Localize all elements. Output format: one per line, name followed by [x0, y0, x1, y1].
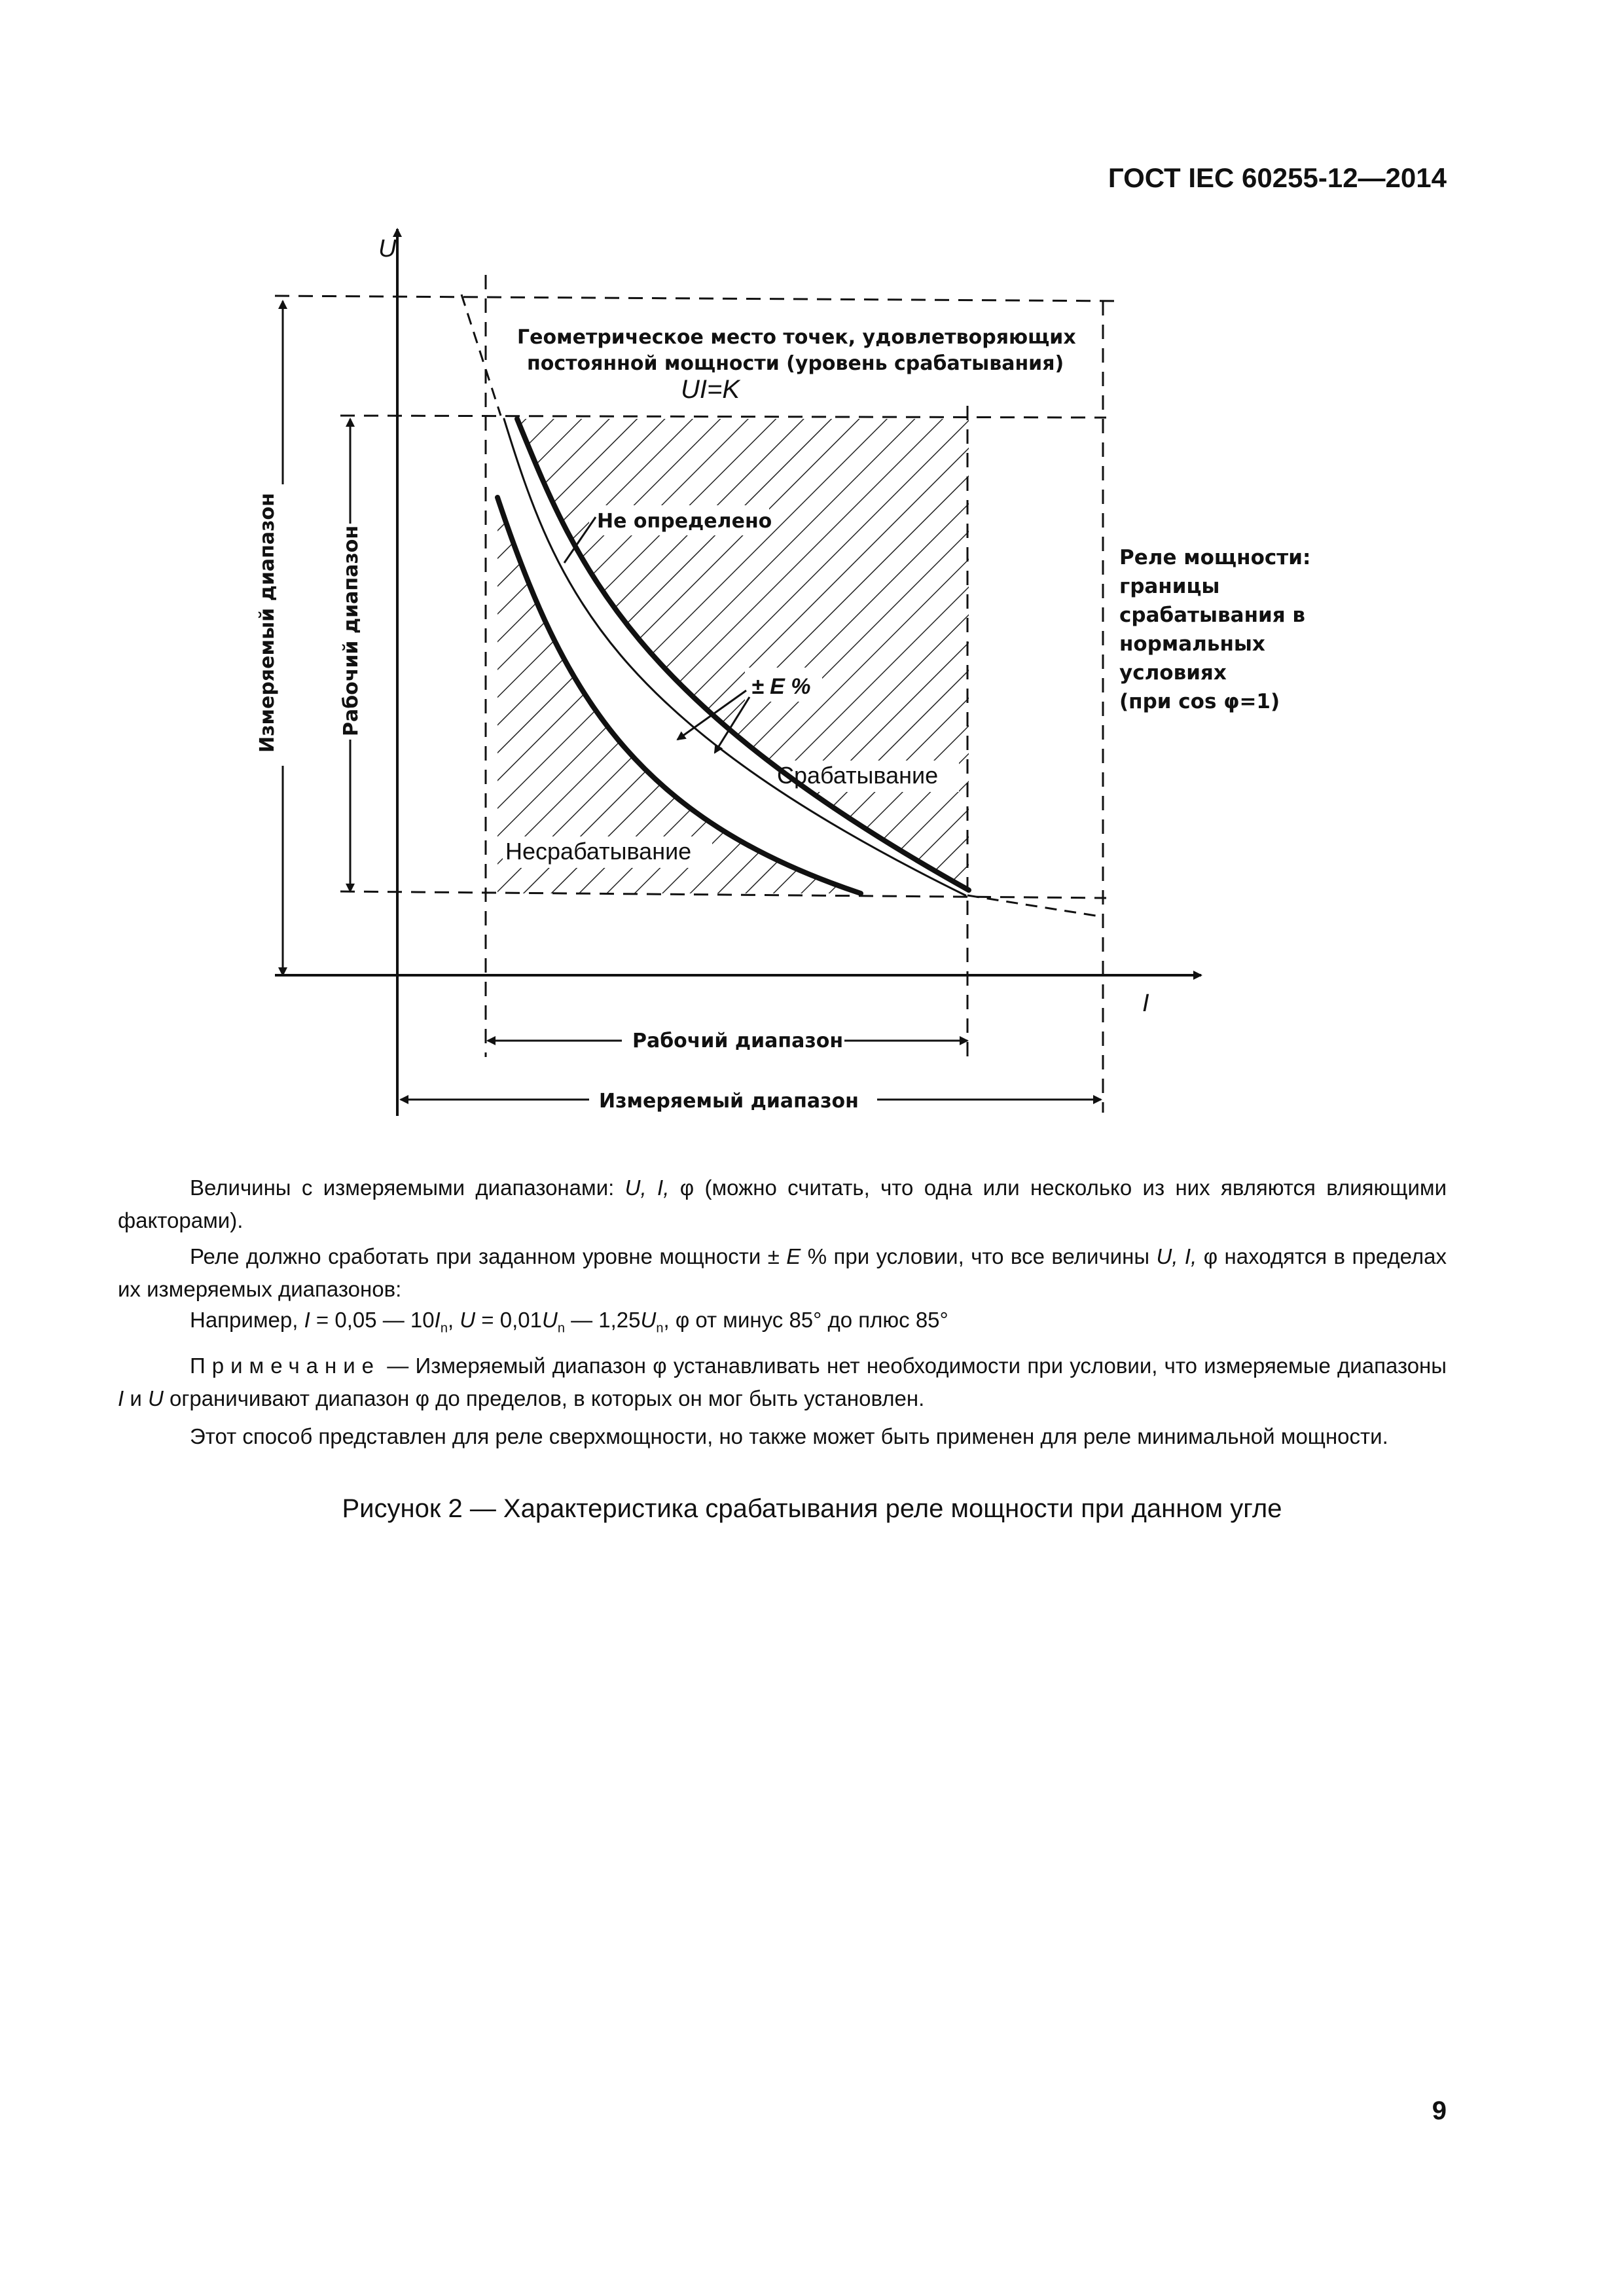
formula-label: UI=K: [681, 375, 740, 404]
i-axis-label: I: [1142, 990, 1149, 1017]
relay-note: [1119, 546, 1310, 713]
tolerance-label: ± E %: [751, 674, 811, 699]
svg-text:границы: границы: [1119, 575, 1220, 598]
note-label: Примечание: [190, 1354, 381, 1378]
page-number: 9: [1432, 2096, 1447, 2125]
undefined-label: Не определено: [597, 510, 772, 533]
svg-text:Реле мощности:: Реле мощности:: [1119, 546, 1311, 569]
paragraph-measured-quantities: Величины с измеряемыми диапазонами: U, I, φ (можно считать, что одна или несколько из них являются влияющими факторами).: [118, 1175, 1447, 1232]
figure-caption: Рисунок 2 — Характеристика срабатывания реле мощности при данном угле: [342, 1494, 1282, 1523]
trip-label: Срабатывание: [777, 762, 939, 789]
paragraph-method: Этот способ представлен для реле сверхмощности, но также может быть применен для реле минимальной мощности.: [190, 1424, 1388, 1448]
svg-text:срабатывания в: срабатывания в: [1119, 603, 1306, 627]
svg-text:(при cos φ=1): (при cos φ=1): [1119, 690, 1280, 713]
document-header: ГОСТ IEC 60255-12—2014: [1108, 162, 1447, 193]
locus-label-line2: постоянной мощности (уровень срабатывания): [527, 352, 1064, 375]
measured-range-h-label: Измеряемый диапазон: [599, 1090, 859, 1113]
no-trip-label: Несрабатывание: [505, 838, 692, 865]
locus-label-line1: Геометрическое место точек, удовлетворяющих: [517, 326, 1076, 349]
u-axis-label: U: [378, 235, 397, 262]
measured-range-v-label: Измеряемый диапазон: [256, 493, 279, 753]
paragraph-example: Например, I = 0,05 — $10I_n$, $U = 0,01U_n$ — $1,25U_n$, φ от минус 85° до плюс 85°: [190, 1308, 948, 1336]
svg-text:нормальных: нормальных: [1119, 632, 1265, 656]
working-range-v-label: Рабочий диапазон: [340, 525, 363, 736]
paragraph-trip-condition: Реле должно сработать при заданном уровне мощности ± E % при условии, что все величины U, I, φ находятся в пределах их измеряемых диапазонов:: [118, 1244, 1447, 1301]
working-range-h-label: Рабочий диапазон: [632, 1030, 844, 1052]
note-paragraph: Примечание — Измеряемый диапазон φ устанавливать нет необходимости при условии, что измеряемые диапазоны I и U ограничивают диапазон φ до пределов, в которых он мог быть установлен.: [118, 1354, 1447, 1410]
svg-text:условиях: условиях: [1119, 661, 1227, 685]
